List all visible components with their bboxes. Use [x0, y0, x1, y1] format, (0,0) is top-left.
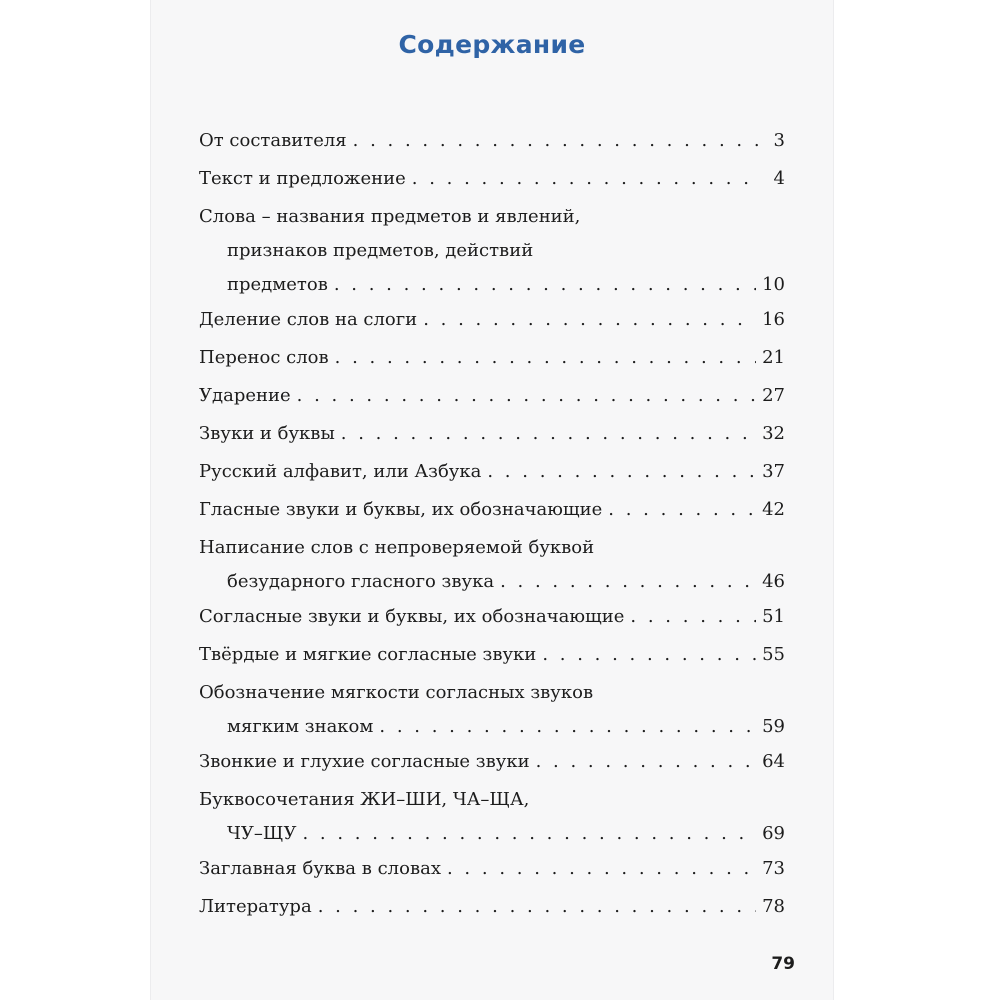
dot-leader — [447, 852, 756, 886]
toc-entry — [199, 745, 785, 783]
toc-entry-title: Звонкие и глухие согласные звуки — [199, 751, 530, 772]
dot-leader — [353, 124, 761, 158]
toc-page-number: 73 — [762, 858, 785, 879]
toc-entry-title: Ударение — [199, 385, 291, 406]
toc-entry — [199, 676, 785, 745]
toc-entry — [199, 303, 785, 341]
toc-page-number: 46 — [762, 571, 785, 592]
dot-leader — [542, 638, 756, 672]
page-number: 79 — [771, 954, 795, 974]
dot-leader — [536, 745, 757, 779]
toc-page-number: 42 — [762, 499, 785, 520]
toc-entry — [199, 493, 785, 531]
toc-page-number: 51 — [762, 606, 785, 627]
toc-entry — [199, 417, 785, 455]
toc-entry — [199, 852, 785, 890]
toc-page-number: 16 — [762, 309, 785, 330]
toc-page-number: 64 — [762, 751, 785, 772]
toc-entry — [199, 124, 785, 162]
toc-entry-title: Перенос слов — [199, 347, 329, 368]
toc-entry-title-continued: безударного гласного звука — [227, 571, 495, 592]
dot-leader — [334, 268, 756, 302]
toc-entry — [199, 531, 785, 600]
toc-page-number: 21 — [762, 347, 785, 368]
toc-entry-title-continued: признаков предметов, действий — [227, 240, 534, 261]
dot-leader — [341, 417, 756, 451]
dot-leader — [500, 565, 756, 599]
toc-entry — [199, 600, 785, 638]
toc-page-number: 4 — [773, 168, 785, 189]
toc-entry-title: Русский алфавит, или Азбука — [199, 461, 482, 482]
toc-entry — [199, 341, 785, 379]
toc-entry-title: Литература — [199, 896, 312, 917]
toc-entry-title: Текст и предложение — [199, 168, 406, 189]
toc-entry — [199, 890, 785, 928]
toc-entry — [199, 162, 785, 200]
toc-entry-title: Твёрдые и мягкие согласные звуки — [199, 644, 537, 665]
toc-page-number: 69 — [762, 823, 785, 844]
dot-leader — [630, 600, 756, 634]
toc-page-number: 78 — [762, 896, 785, 917]
dot-leader — [318, 890, 756, 924]
toc-entry-title: Деление слов на слоги — [199, 309, 418, 330]
dot-leader — [423, 303, 756, 337]
toc-entry-title: От составителя — [199, 130, 347, 151]
book-page — [150, 0, 834, 1000]
toc-entry — [199, 783, 785, 852]
toc-entry-title: Обозначение мягкости согласных звуков — [199, 682, 594, 703]
toc-entry-title: Согласные звуки и буквы, их обозначающие — [199, 606, 625, 627]
dot-leader — [608, 493, 756, 527]
toc-entry-title: Звуки и буквы — [199, 423, 335, 444]
toc-page-number: 32 — [762, 423, 785, 444]
toc-entry — [199, 638, 785, 676]
toc-page-number: 59 — [762, 716, 785, 737]
toc-entry-title-continued: предметов — [227, 274, 328, 295]
toc-entry — [199, 455, 785, 493]
dot-leader — [297, 379, 756, 413]
toc-entry-title-continued: мягким знаком — [227, 716, 374, 737]
dot-leader — [412, 162, 761, 196]
toc-page-number: 27 — [762, 385, 785, 406]
table-of-contents — [199, 124, 785, 928]
page-title: Содержание — [398, 30, 586, 59]
toc-entry — [199, 379, 785, 417]
toc-page-number: 10 — [762, 274, 785, 295]
dot-leader — [379, 710, 756, 744]
dot-leader — [487, 455, 756, 489]
toc-entry-title: Слова – названия предметов и явлений, — [199, 206, 581, 227]
toc-entry — [199, 200, 785, 303]
toc-page-number: 37 — [762, 461, 785, 482]
toc-page-number: 3 — [773, 130, 785, 151]
toc-page-number: 55 — [762, 644, 785, 665]
toc-entry-title: Написание слов с непроверяемой буквой — [199, 537, 595, 558]
toc-entry-title: Гласные звуки и буквы, их обозначающие — [199, 499, 603, 520]
toc-entry-title-continued: ЧУ–ЩУ — [227, 823, 297, 844]
toc-entry-title: Заглавная буква в словах — [199, 858, 441, 879]
dot-leader — [302, 817, 756, 851]
dot-leader — [335, 341, 756, 375]
toc-entry-title: Буквосочетания ЖИ–ШИ, ЧА–ЩА, — [199, 789, 530, 810]
